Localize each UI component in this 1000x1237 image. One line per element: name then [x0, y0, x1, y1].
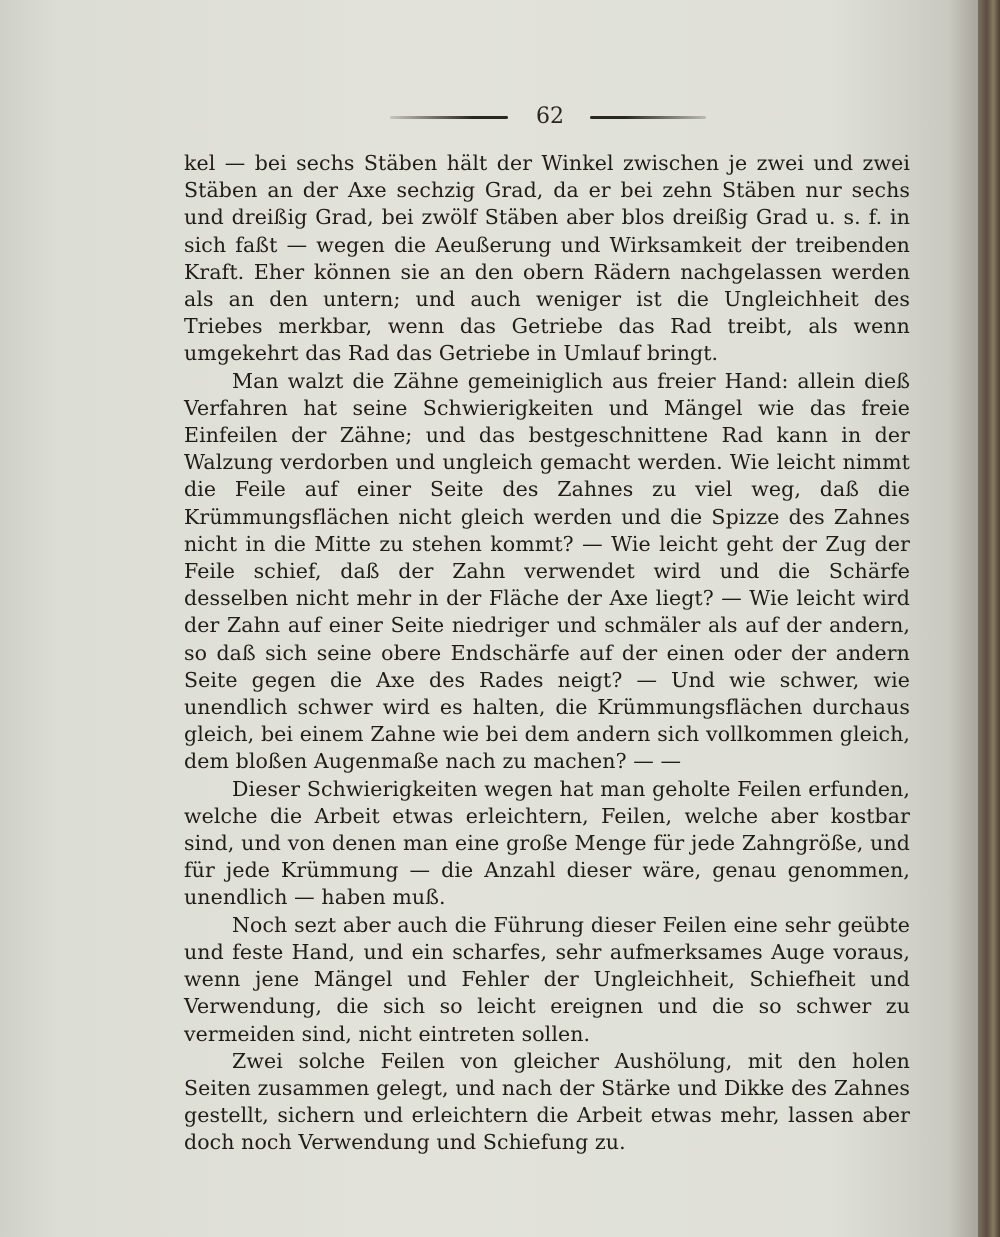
header-rule-left	[390, 116, 508, 119]
paragraph-2: Man walzt die Zähne gemeiniglich aus freier Hand: allein dieß Verfahren hat seine Schwierigkeiten und Mängel wie das freie Einfeilen der Zähne; und das bestgeschnittene Rad kann in der Walzung verdorben und ungleich gemacht werden. Wie leicht nimmt die Feile auf einer Seite des Zahnes zu viel weg, daß die Krümmungsflächen nicht gleich werden und die Spizze des Zahnes nicht in die Mitte zu stehen kommt? — Wie leicht geht der Zug der Feile schief, daß der Zahn verwendet wird und die Schärfe desselben nicht mehr in der Fläche der Axe liegt? — Wie leicht wird der Zahn auf einer Seite niedriger und schmäler als auf der andern, so daß sich seine obere Endschärfe auf der einen oder der andern Seite gegen die Axe des Rades neigt? — Und wie schwer, wie unendlich schwer wird es halten, die Krümmungsflächen durchaus gleich, bei einem Zahne wie bei dem andern sich vollkommen gleich, dem bloßen Augenmaße nach zu machen? — —	[184, 368, 910, 774]
page-header	[390, 104, 710, 134]
paragraph-4: Noch sezt aber auch die Führung dieser Feilen eine sehr geübte und feste Hand, und ein scharfes, sehr aufmerksames Auge voraus, wenn jene Mängel und Fehler der Ungleichheit, Schiefheit und Verwendung, die sich so leicht ereignen und die so schwer zu vermeiden sind, nicht eintreten sollen.	[184, 912, 910, 1046]
paragraph-5: Zwei solche Feilen von gleicher Aushölung, mit den holen Seiten zusammen gelegt, und nach der Stärke und Dikke des Zahnes gestellt, sichern und erleichtern die Arbeit etwas mehr, lassen aber doch noch Verwendung und Schiefung zu.	[184, 1048, 910, 1155]
header-rule-right	[590, 116, 706, 119]
body-text	[184, 150, 910, 1157]
page-number: 62	[536, 104, 564, 129]
paragraph-3: Dieser Schwierigkeiten wegen hat man geholte Feilen erfunden, welche die Arbeit etwas erleichtern, Feilen, welche aber kostbar sind, und von denen man eine große Menge für jede Zahngröße, und für jede Krümmung — die Anzahl dieser wäre, genau genommen, unendlich — haben muß.	[184, 776, 910, 910]
book-edge	[978, 0, 1000, 1237]
paragraph-1: kel — bei sechs Stäben hält der Winkel zwischen je zwei und zwei Stäben an der Axe sechzig Grad, da er bei zehn Stäben nur sechs und dreißig Grad, bei zwölf Stäben aber blos dreißig Grad u. s. f. in sich faßt — wegen die Aeußerung und Wirksamkeit der treibenden Kraft. Eher können sie an den obern Rädern nachgelassen werden als an den untern; und auch weniger ist die Ungleichheit des Triebes merkbar, wenn das Getriebe das Rad treibt, als wenn umgekehrt das Rad das Getriebe in Umlauf bringt.	[184, 151, 910, 366]
